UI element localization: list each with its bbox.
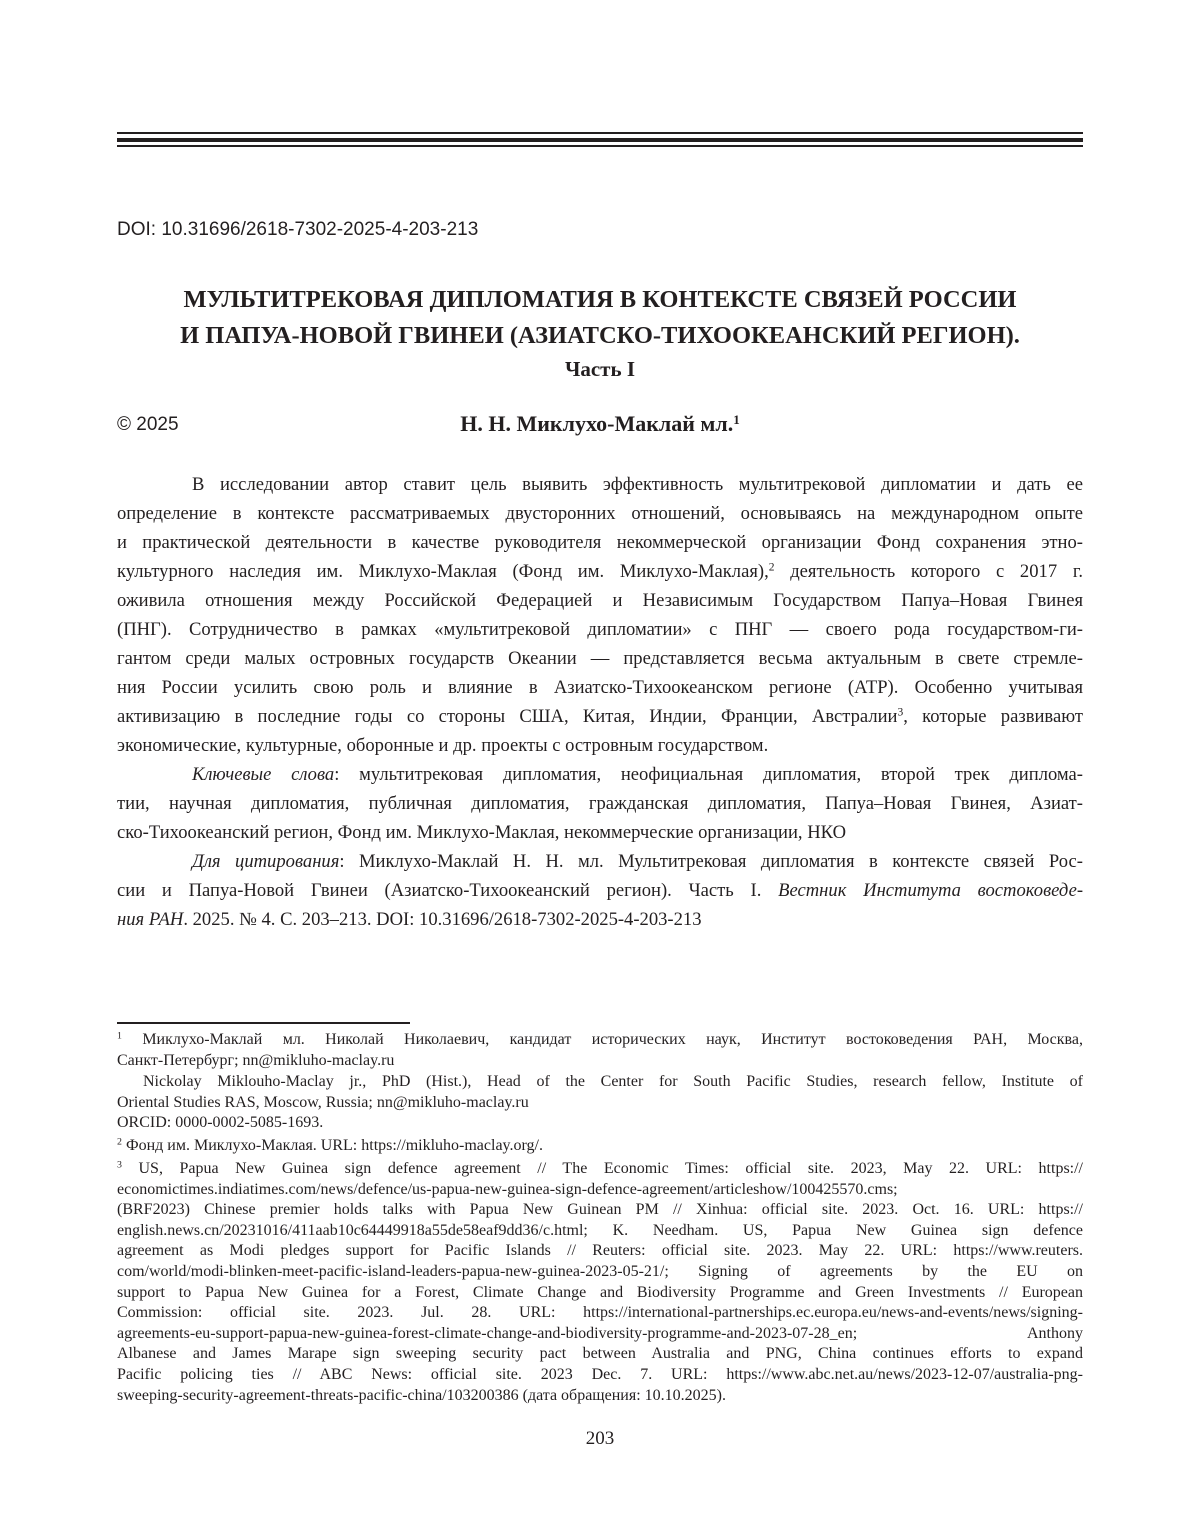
text-line — [117, 470, 1083, 499]
text-line — [117, 1303, 1083, 1324]
text-line — [117, 1344, 1083, 1365]
text-segment: : мультитрековая дипломатия, неофициальная дипломатия, второй трек диплома- — [334, 764, 1083, 785]
author-name: Н. Н. Миклухо-Маклай мл. — [460, 411, 734, 436]
text-line — [117, 818, 1083, 847]
italic-text: Вестник Института востоковеде- — [778, 880, 1084, 901]
text-line — [117, 1180, 1083, 1201]
text-line — [117, 847, 1083, 876]
author — [117, 411, 1083, 437]
page-number: 203 — [585, 1428, 615, 1449]
footnote-mark: 2 — [768, 561, 775, 574]
text-segment: активизацию в последние годы со стороны США, Китая, Индии, Франции, Австралии — [117, 706, 898, 727]
text-segment: Oriental Studies RAS, Moscow, Russia; nn@mikluho-maclay.ru — [117, 1093, 529, 1111]
text-segment: : Миклухо-Маклай Н. Н. мл. Мультитрековая дипломатия в контексте связей Рос- — [339, 851, 1084, 872]
text-line — [117, 731, 1083, 760]
text-line — [117, 1324, 1083, 1345]
text-segment: (ПНГ). Сотрудничество в рамках «мультитрековой дипломатии» с ПНГ — своего рода государством-ги- — [117, 619, 1083, 640]
text-segment: Фонд им. Миклухо-Маклая. URL: https://mikluho-maclay.org/. — [121, 1137, 543, 1154]
header-rule-top — [117, 132, 1083, 134]
footnote-1-orcid — [117, 1113, 1083, 1134]
footnote-mark: 3 — [117, 1159, 122, 1171]
copyright: © 2025 — [117, 414, 179, 435]
italic-text: ния РАН — [117, 909, 184, 930]
text-line — [117, 1093, 1083, 1114]
text-line — [117, 1241, 1083, 1262]
text-line — [117, 586, 1083, 615]
article-part: Часть I — [564, 357, 636, 381]
text-segment: com/world/modi-blinken-meet-pacific-island-leaders-papua-new-guinea-2023-05-21/; Signing of agreements by the EU on — [117, 1262, 1083, 1280]
text-segment: культурного наследия им. Миклухо-Маклая (Фонд им. Миклухо-Маклая), — [117, 561, 769, 582]
text-line — [117, 1030, 1083, 1051]
text-segment: Albanese and James Marape sign sweeping security pact between Australia and PNG, China continues efforts to expand — [117, 1345, 1083, 1363]
footnote-mark: 1 — [117, 1030, 122, 1042]
text-line — [117, 1072, 1083, 1093]
text-line — [117, 1221, 1083, 1242]
text-line — [117, 644, 1083, 673]
text-line — [117, 1283, 1083, 1304]
text-segment: гантом среди малых островных государств Океании — представляется весьма актуальным в свете стремле- — [117, 648, 1083, 669]
keywords — [117, 760, 1083, 847]
text-line — [117, 702, 1083, 731]
text-segment: В исследовании автор ставит цель выявить эффективность мультитрековой дипломатии и дать ее — [192, 474, 1083, 495]
text-segment: деятельность которого с 2017 г. — [774, 561, 1083, 582]
footnote-2 — [117, 1136, 1083, 1157]
text-segment: тии, научная дипломатия, публичная дипломатия, гражданская дипломатия, Папуа–Новая Гвинея, Азиат- — [117, 793, 1083, 814]
text-segment: сии и Папуа-Новой Гвинеи (Азиатско-Тихоокеанский регион). Часть I. — [117, 880, 779, 901]
text-segment: оживила отношения между Российской Федерацией и Независимым Государством Папуа–Новая Гвинея — [117, 590, 1083, 611]
footnote-mark: 2 — [117, 1136, 122, 1148]
text-segment: ско-Тихоокеанский регион, Фонд им. Миклухо-Маклая, некоммерческие организации, НКО — [117, 822, 847, 843]
text-line — [117, 673, 1083, 702]
author-footnote-mark: 1 — [733, 411, 740, 427]
text-line — [117, 1386, 1083, 1407]
text-segment: определение в контексте рассматриваемых двусторонних отношений, основываясь на международном опыте — [117, 503, 1083, 524]
text-line — [117, 499, 1083, 528]
text-segment: Pacific policing ties // ABC News: official site. 2023 Dec. 7. URL: https://www.abc.net.au/news/2023-12-07/australia-png- — [117, 1365, 1083, 1383]
title-line-2: И ПАПУА-НОВОЙ ГВИНЕИ (АЗИАТСКО-ТИХООКЕАНСКИЙ РЕГИОН). — [180, 322, 1020, 349]
text-segment: Nickolay Miklouho-Maclay jr., PhD (Hist.), Head of the Center for South Pacific Studies, research fellow, Institute of — [143, 1073, 1083, 1090]
text-segment: . 2025. № 4. С. 203–213. DOI: 10.31696/2618-7302-2025-4-203-213 — [183, 909, 702, 930]
text-line — [117, 1159, 1083, 1180]
text-segment: Commission: official site. 2023. Jul. 28. URL: https://international-partnerships.ec.europa.eu/news-and-events/news/signing- — [117, 1304, 1083, 1322]
text-segment: ния России усилить свою роль и влияние в Азиатско-Тихоокеанском регионе (АТР). Особенно учитывая — [117, 677, 1083, 698]
header-rule-bottom — [117, 145, 1083, 147]
article-title — [117, 282, 1083, 354]
text-line — [117, 1200, 1083, 1221]
header-rule-middle — [117, 138, 1083, 142]
text-segment: и практической деятельности в качестве руководителя некоммерческой организации Фонд сохранения этно- — [117, 532, 1083, 553]
text-line — [117, 1262, 1083, 1283]
footnote-3 — [117, 1159, 1083, 1406]
text-segment: Миклухо-Маклай мл. Николай Николаевич, кандидат исторических наук, Институт востоковедения РАН, Москва, — [121, 1031, 1083, 1048]
text-segment: sweeping-security-agreement-threats-pacific-china/103200386 (дата обращения: 10.10.2025). — [117, 1386, 726, 1404]
italic-text: Для цитирования — [192, 851, 340, 872]
text-segment: ORCID: 0000-0002-5085-1693. — [117, 1114, 324, 1131]
text-line — [117, 1051, 1083, 1072]
text-segment: US, Papua New Guinea sign defence agreement // The Economic Times: official site. 2023, May 22. URL: https:// — [121, 1160, 1083, 1177]
text-segment: agreements-eu-support-papua-new-guinea-forest-climate-change-and-biodiversity-programme-and-2023-07-28_en; Anthony — [117, 1324, 1083, 1342]
text-segment: english.news.cn/20231016/411aab10c64449918a55de58eaf9dd36/c.html; K. Needham. US, Papua New Guinea sign defence — [117, 1221, 1083, 1239]
text-line — [117, 528, 1083, 557]
text-segment: , которые развивают — [903, 706, 1083, 727]
abstract — [117, 470, 1083, 760]
text-segment: (BRF2023) Chinese premier holds talks with Papua New Guinean PM // Xinhua: official site. 2023. Oct. 16. URL: https:// — [117, 1201, 1083, 1219]
text-line — [117, 1365, 1083, 1386]
italic-text: Ключевые слова — [192, 764, 335, 785]
doi: DOI: 10.31696/2618-7302-2025-4-203-213 — [117, 219, 479, 240]
text-line — [117, 760, 1083, 789]
text-line — [117, 905, 1083, 934]
text-line — [117, 1136, 1083, 1157]
footnote-1-en — [117, 1072, 1083, 1113]
citation — [117, 847, 1083, 934]
text-segment: support to Papua New Guinea for a Forest, Climate Change and Biodiversity Programme and Green Investments // European — [117, 1283, 1083, 1301]
footnote-separator — [117, 1022, 410, 1024]
footnote-mark: 3 — [897, 706, 904, 719]
text-segment: economictimes.indiatimes.com/news/defence/us-papua-new-guinea-sign-defence-agreement/articleshow/100425570.cms; — [117, 1180, 898, 1198]
text-segment: экономические, культурные, оборонные и др. проекты с островным государством. — [117, 735, 769, 756]
text-segment: Санкт-Петербург; nn@mikluho-maclay.ru — [117, 1051, 395, 1069]
text-line — [117, 615, 1083, 644]
footnote-1-ru — [117, 1030, 1083, 1071]
text-line — [117, 557, 1083, 586]
text-segment: agreement as Modi pledges support for Pacific Islands // Reuters: official site. 2023. May 22. URL: https://www.reuters. — [117, 1242, 1083, 1260]
text-line — [117, 1113, 1083, 1134]
text-line — [117, 876, 1083, 905]
title-line-1: МУЛЬТИТРЕКОВАЯ ДИПЛОМАТИЯ В КОНТЕКСТЕ СВЯЗЕЙ РОССИИ — [183, 286, 1017, 313]
text-line — [117, 789, 1083, 818]
